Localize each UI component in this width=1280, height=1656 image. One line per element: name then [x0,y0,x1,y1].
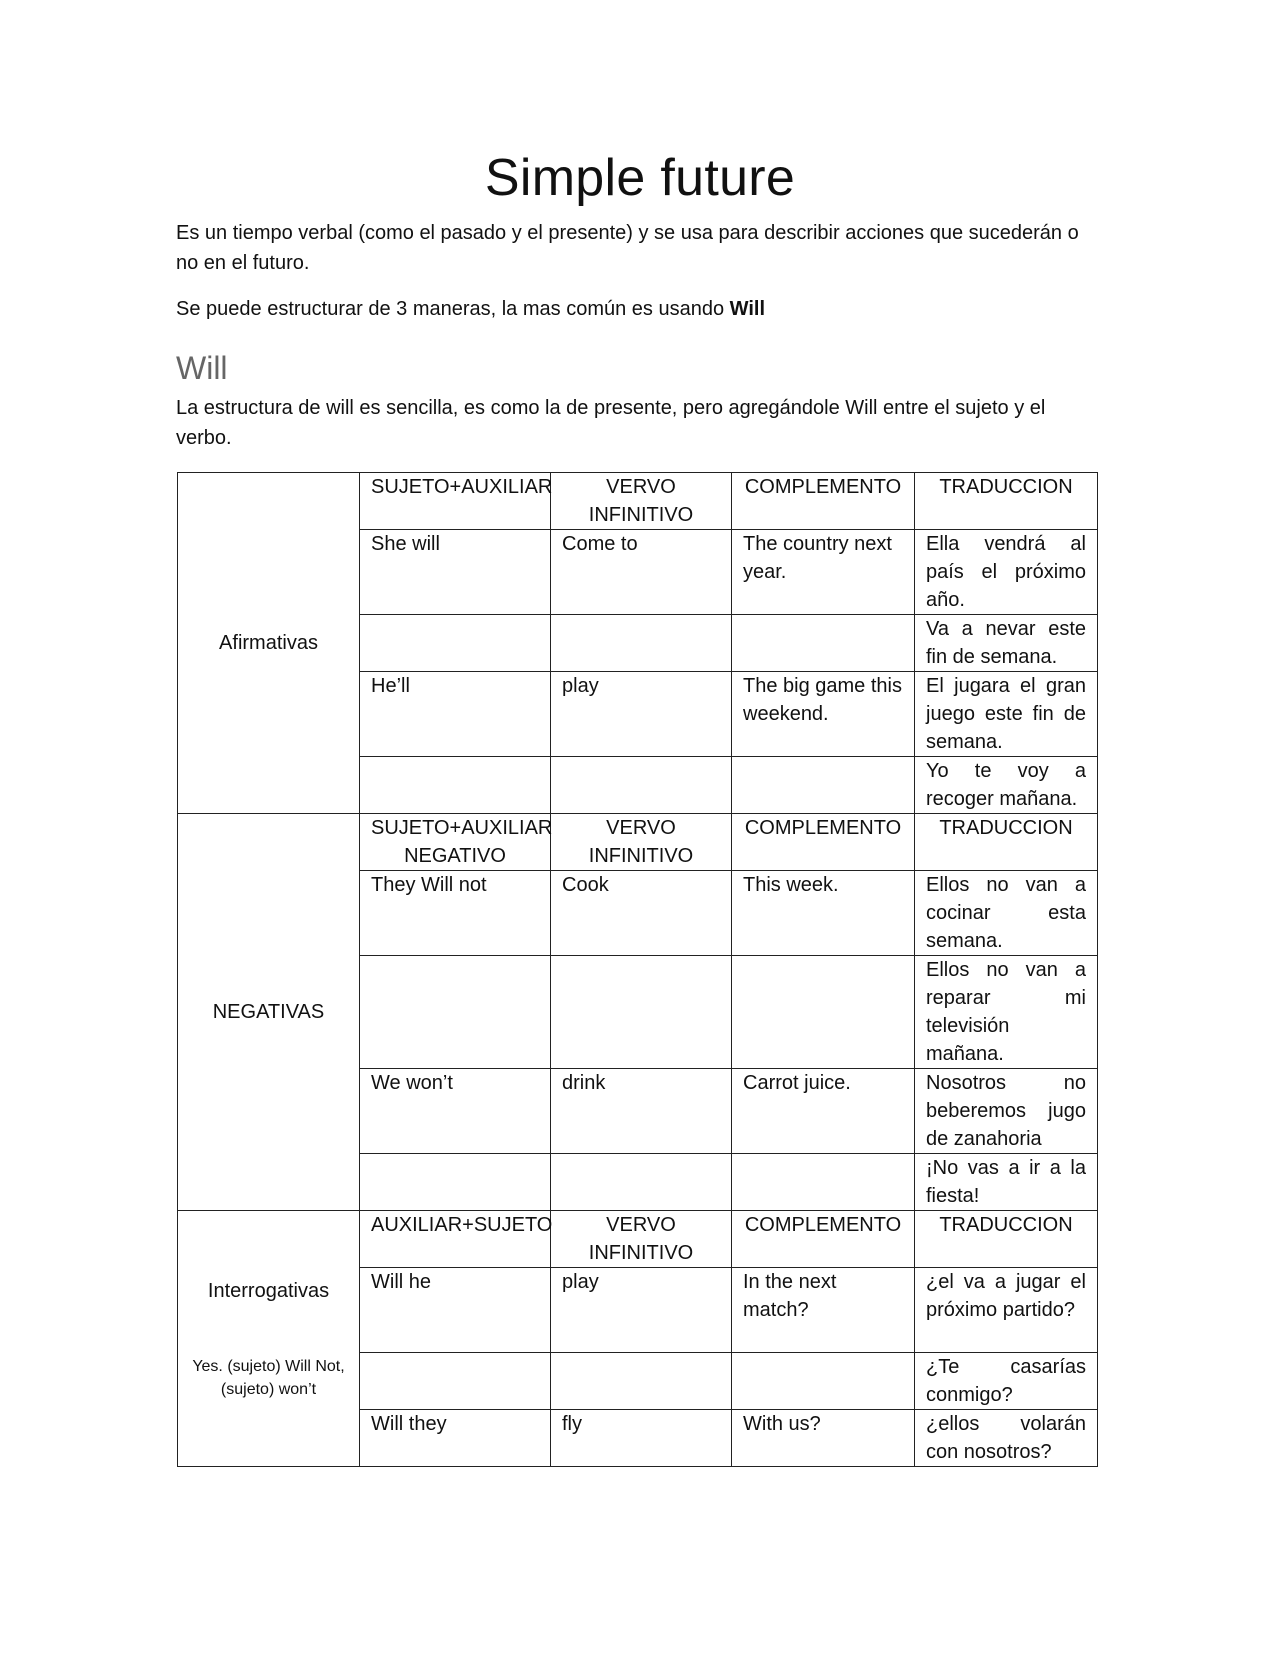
table-cell: She will [360,530,551,615]
interrogative-note: Yes. (sujeto) Will Not, (sujeto) won’t [192,1357,345,1398]
table-cell: They Will not [360,871,551,956]
header-cell: SUJETO+AUXILIAR [360,473,551,530]
table-cell: He’ll [360,672,551,757]
header-cell: VERVO INFINITIVO [551,473,732,530]
table-cell [551,757,732,814]
grammar-table [177,472,1098,1467]
header-cell: VERVO INFINITIVO [551,1211,732,1268]
table-cell [360,757,551,814]
header-cell: TRADUCCION [915,473,1098,530]
group-label-interrogative [178,1211,360,1467]
table-cell [551,1353,732,1410]
table-cell: Ella vendrá al país el próximo año. [915,530,1098,615]
table-cell: In the next match? [732,1268,915,1353]
table-cell: play [551,1268,732,1353]
table-cell [732,757,915,814]
table-cell: Come to [551,530,732,615]
table-row [178,814,1098,871]
table-row [178,473,1098,530]
section-paragraph: La estructura de will es sencilla, es como la de presente, pero agregándole Will entre el sujeto y el verbo. [176,397,1046,449]
table-cell [360,1353,551,1410]
table-cell: The big game this weekend. [732,672,915,757]
table-cell [551,956,732,1069]
structure-text: Se puede estructurar de 3 maneras, la mas común es usando [176,298,730,320]
table-cell: drink [551,1069,732,1154]
structure-bold-word: Will [729,298,766,320]
table-cell: El jugara el gran juego este fin de semana. [915,672,1098,757]
table-cell: This week. [732,871,915,956]
table-cell: We won’t [360,1069,551,1154]
table-cell [732,1353,915,1410]
table-cell [732,615,915,672]
table-cell [360,1154,551,1211]
header-cell: COMPLEMENTO [732,1211,915,1268]
table-cell [360,615,551,672]
table-cell: Nosotros no beberemos jugo de zanahoria [915,1069,1098,1154]
intro-paragraph: Es un tiempo verbal (como el pasado y el presente) y se usa para describir acciones que sucederán o no en el futuro. [176,222,1079,274]
header-cell: AUXILIAR+SUJETO [360,1211,551,1268]
table-cell: fly [551,1410,732,1467]
table-cell: The country next year. [732,530,915,615]
table-cell: ¿Te casarías conmigo? [915,1353,1098,1410]
table-cell: Carrot juice. [732,1069,915,1154]
table-cell: ¿ellos volarán con nosotros? [915,1410,1098,1467]
header-cell: TRADUCCION [915,814,1098,871]
table-cell [551,615,732,672]
table-cell [551,1154,732,1211]
table-cell: Ellos no van a cocinar esta semana. [915,871,1098,956]
page-title: Simple future [484,149,796,207]
header-cell: COMPLEMENTO [732,814,915,871]
group-label-negative: NEGATIVAS [178,814,360,1211]
table-cell: Will he [360,1268,551,1353]
table-cell: play [551,672,732,757]
table-cell: Cook [551,871,732,956]
table-cell: ¡No vas a ir a la fiesta! [915,1154,1098,1211]
table-cell: Yo te voy a recoger mañana. [915,757,1098,814]
table-cell: With us? [732,1410,915,1467]
table-cell: Va a nevar este fin de semana. [915,615,1098,672]
structure-paragraph [176,294,1106,324]
table-cell: ¿el va a jugar el próximo partido? [915,1268,1098,1353]
table-cell [360,956,551,1069]
table-cell: Ellos no van a reparar mi televisión mañana. [915,956,1098,1069]
section-heading: Will [176,350,228,386]
table-cell [732,1154,915,1211]
interrogative-label: Interrogativas [207,1279,330,1302]
header-cell: COMPLEMENTO [732,473,915,530]
table-cell [732,956,915,1069]
group-label-affirmative: Afirmativas [178,473,360,814]
header-cell: SUJETO+AUXILIAR NEGATIVO [360,814,551,871]
header-cell: VERVO INFINITIVO [551,814,732,871]
header-cell: TRADUCCION [915,1211,1098,1268]
table-row [178,1211,1098,1268]
table-cell: Will they [360,1410,551,1467]
